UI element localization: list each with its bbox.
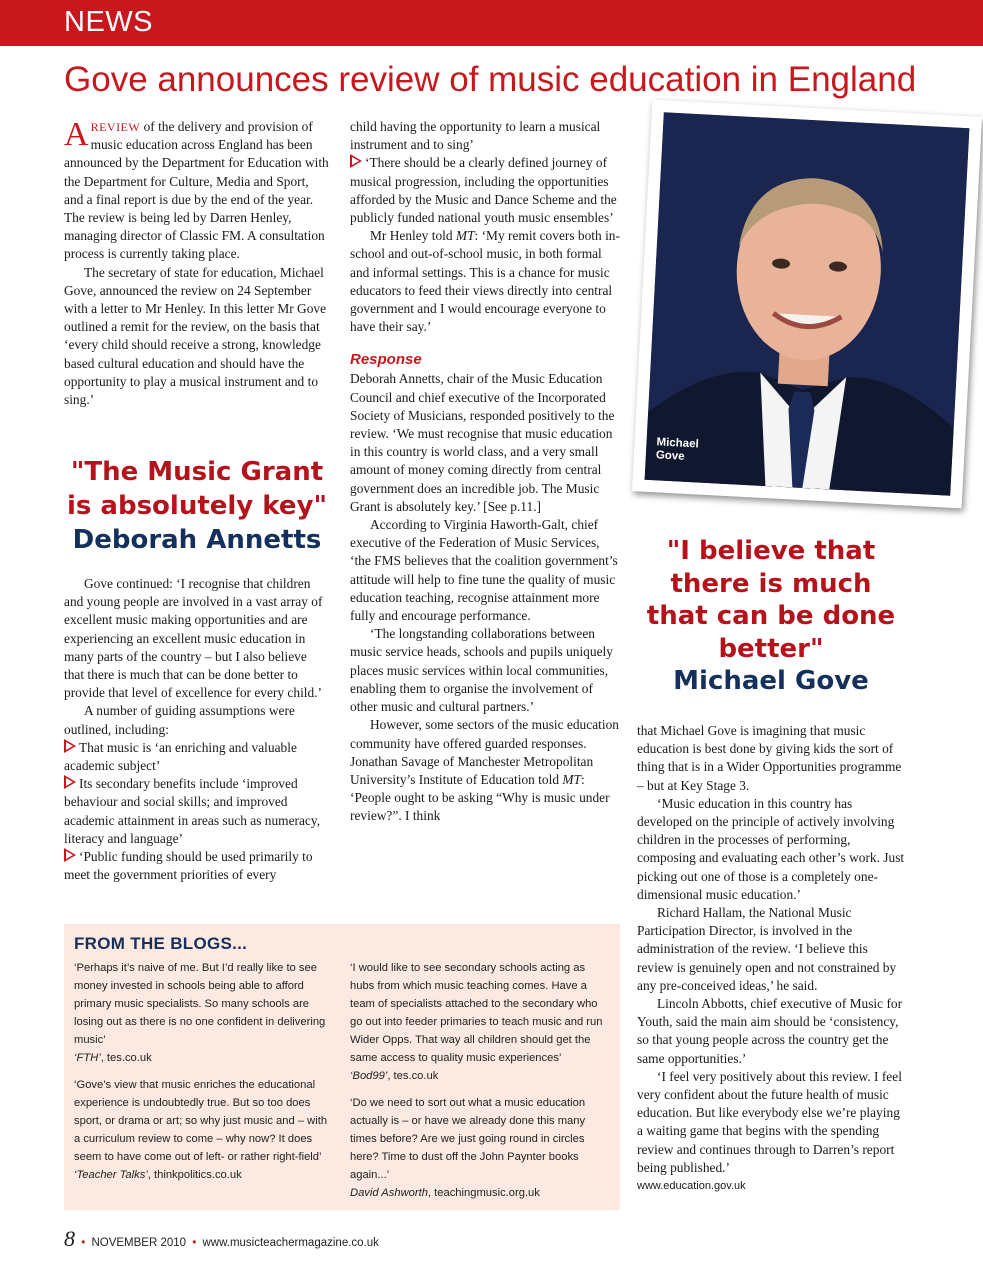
column-1 bbox=[64, 118, 330, 409]
body-paragraph: that Michael Gove is imagining that music education is best done by giving kids the sort of thing that is in a Wider Opportunities programme – but at Key Stage 3. bbox=[637, 723, 902, 793]
body-paragraph: Deborah Annetts, chair of the Music Education Council and chief executive of the Incorporated Society of Musicians, responded positively to the review. ‘We must recognise that music education in this country is world class, and a very small amount of money coming directly from central government does an incredible job. The Music Grant is absolutely key.’ [See p.11.] bbox=[350, 371, 615, 514]
bullet-item: ‘There should be a clearly defined journey of musical progression, including the opportunities afforded by the Music and Dance Scheme and the publicly funded national youth music ensembles’ bbox=[350, 155, 617, 226]
photo-frame bbox=[632, 100, 982, 509]
body-paragraph: ‘The longstanding collaborations between music service heads, schools and pupils uniquely places music services within local communities, enabling them to organise the involvement of other music and cultural partners.’ bbox=[350, 626, 613, 715]
pull-quote-annetts bbox=[64, 455, 330, 557]
column-3 bbox=[637, 722, 905, 1195]
blog-quote: ‘Do we need to sort out what a music education actually is – or have we already done this many times before? Are we just going round in circles here? Time to dust off the John Paynter books again...’ David Ashworth, teachingmusic.org.uk bbox=[350, 1097, 586, 1199]
body-paragraph: However, some sectors of the music education community have offered guarded responses. Jonathan Savage of Manchester Metropolitan University’s Institute of Education told MT: ‘People ought to be asking “Why is music under review?”. I think bbox=[350, 717, 619, 824]
bullet-item: ‘Public funding should be used primarily to meet the government priorities of every bbox=[64, 849, 313, 883]
body-paragraph: ‘Music education in this country has developed on the principle of actively involving children in the processes of performing, composing and evaluating each other’s work. Just picking out one of those is a completely one-dimensional music education.’ bbox=[637, 795, 905, 902]
blog-quote: ‘Perhaps it’s naive of me. But I’d really like to see money invested in schools being able to afford primary music specialists. So many schools are losing out as there is no one confident in delivering music’ ‘FTH’, tes.co.uk bbox=[74, 962, 326, 1064]
portrait-photo bbox=[645, 112, 970, 496]
blog-quote: ‘Gove’s view that music enriches the educational experience is undoubtedly true. But so too does sport, or drama or art; so why just music and – with a curriculum review to come – why now? It does seem to have come out of left- or rather right-field’ ‘Teacher Talks’, thinkpolitics.co.uk bbox=[74, 1079, 328, 1181]
intro-text: of the delivery and provision of music education across England has been announced by the Department for Education with the Department for Culture, Media and Sport, and a final report is due by the end of the year. The review is being led by Darren Henley, managing director of Classic FM. A consultation process is currently taking place. bbox=[64, 119, 329, 262]
body-paragraph: Richard Hallam, the National Music Participation Director, is involved in the administration of the review. ‘I believe this review is genuinely open and not constrained by any pre-conceived ideas,’ he said. bbox=[637, 905, 897, 993]
body-paragraph: Lincoln Abbotts, chief executive of Music for Youth, said the main aim should be ‘consistency, so that young people across the country get the same opportunities.’ bbox=[637, 996, 903, 1066]
blogs-box bbox=[64, 924, 620, 1210]
page-number: 8 bbox=[64, 1226, 75, 1251]
pull-quote-attribution: Michael Gove bbox=[673, 666, 869, 696]
photo-caption: Michael Gove bbox=[655, 436, 699, 463]
triangle-bullet-icon bbox=[64, 775, 76, 789]
triangle-bullet-icon bbox=[64, 848, 76, 862]
body-paragraph: child having the opportunity to learn a musical instrument and to sing’ bbox=[350, 119, 601, 153]
body-paragraph: The secretary of state for education, Michael Gove, announced the review on 24 September with a letter to Mr Henley. In this letter Mr Gove outlined a remit for the review, on the basis that ‘every child should receive a strong, knowledge based cultural education and should have the opportunity to play a musical instrument and to sing.’ bbox=[64, 264, 327, 408]
triangle-bullet-icon bbox=[350, 154, 362, 168]
pull-quote-text: "I believe that there is much that can be done better" bbox=[646, 536, 896, 664]
blog-quote: ‘I would like to see secondary schools acting as hubs from which music teaching comes. Have a team of specialists attached to the secondary who go out into feeder primaries to teach music and run Wider Opps. That way all children should get the same access to quality music experiences’ ‘Bod99’, tes.co.uk bbox=[350, 962, 603, 1082]
website-link[interactable]: www.musicteachermagazine.co.uk bbox=[202, 1237, 379, 1249]
source-link[interactable]: www.education.gov.uk bbox=[637, 1180, 746, 1193]
pull-quote-text: "The Music Grant is absolutely key" bbox=[66, 457, 328, 521]
page-footer bbox=[64, 1226, 379, 1252]
triangle-bullet-icon bbox=[64, 739, 76, 753]
body-paragraph: A number of guiding assumptions were outlined, including: bbox=[64, 703, 295, 737]
section-label: NEWS bbox=[64, 6, 153, 38]
column-1-continued bbox=[64, 575, 330, 884]
bullet-item: Its secondary benefits include ‘improved behaviour and social skills; and improved academic attainment in areas such as numeracy, literacy and language’ bbox=[64, 776, 321, 846]
issue-date: NOVEMBER 2010 bbox=[91, 1237, 187, 1249]
subheading: Response bbox=[350, 351, 422, 369]
headline: Gove announces review of music education in England bbox=[64, 60, 917, 99]
blogs-column-left bbox=[74, 959, 332, 1193]
pull-quote-gove bbox=[640, 535, 902, 698]
intro-smallcaps: REVIEW bbox=[90, 120, 141, 134]
section-banner bbox=[0, 0, 983, 46]
body-paragraph: ‘I feel very positively about this review. I feel very confident about the future health of music education. But like everybody else we’re playing a waiting game that begins with the spending review and continues through to Darren’s report being published.’ bbox=[637, 1068, 902, 1175]
bullet-dot-icon: • bbox=[192, 1237, 197, 1249]
intro-paragraph bbox=[64, 118, 330, 264]
blogs-title: FROM THE BLOGS... bbox=[74, 934, 248, 953]
body-paragraph: According to Virginia Haworth-Galt, chief executive of the Federation of Music Services, ‘the FMS believes that the coalition government’s attitude will help to fine tune the quality of music education teaching, recognise attainment more fully and encourage performance. bbox=[350, 517, 618, 624]
drop-cap: A bbox=[64, 116, 89, 153]
body-paragraph: Gove continued: ‘I recognise that children and young people are involved in a vast array of excellent music making opportunities and are experiencing an excellent music education in many parts of the country – but I also believe that there is much that can be done better to provide that level of excellence for every child.’ bbox=[64, 576, 323, 701]
body-paragraph: Mr Henley told MT: ‘My remit covers both in-school and out-of-school music, in both formal and informal settings. This is a chance for music educators to feed their views directly into central government and I would encourage everyone to have their say.’ bbox=[350, 228, 620, 335]
pull-quote-attribution: Deborah Annetts bbox=[72, 525, 322, 555]
bullet-item: That music is ‘an enriching and valuable academic subject’ bbox=[64, 739, 297, 774]
blogs-column-right bbox=[350, 959, 612, 1211]
bullet-dot-icon: • bbox=[81, 1237, 86, 1249]
column-2 bbox=[350, 118, 620, 826]
